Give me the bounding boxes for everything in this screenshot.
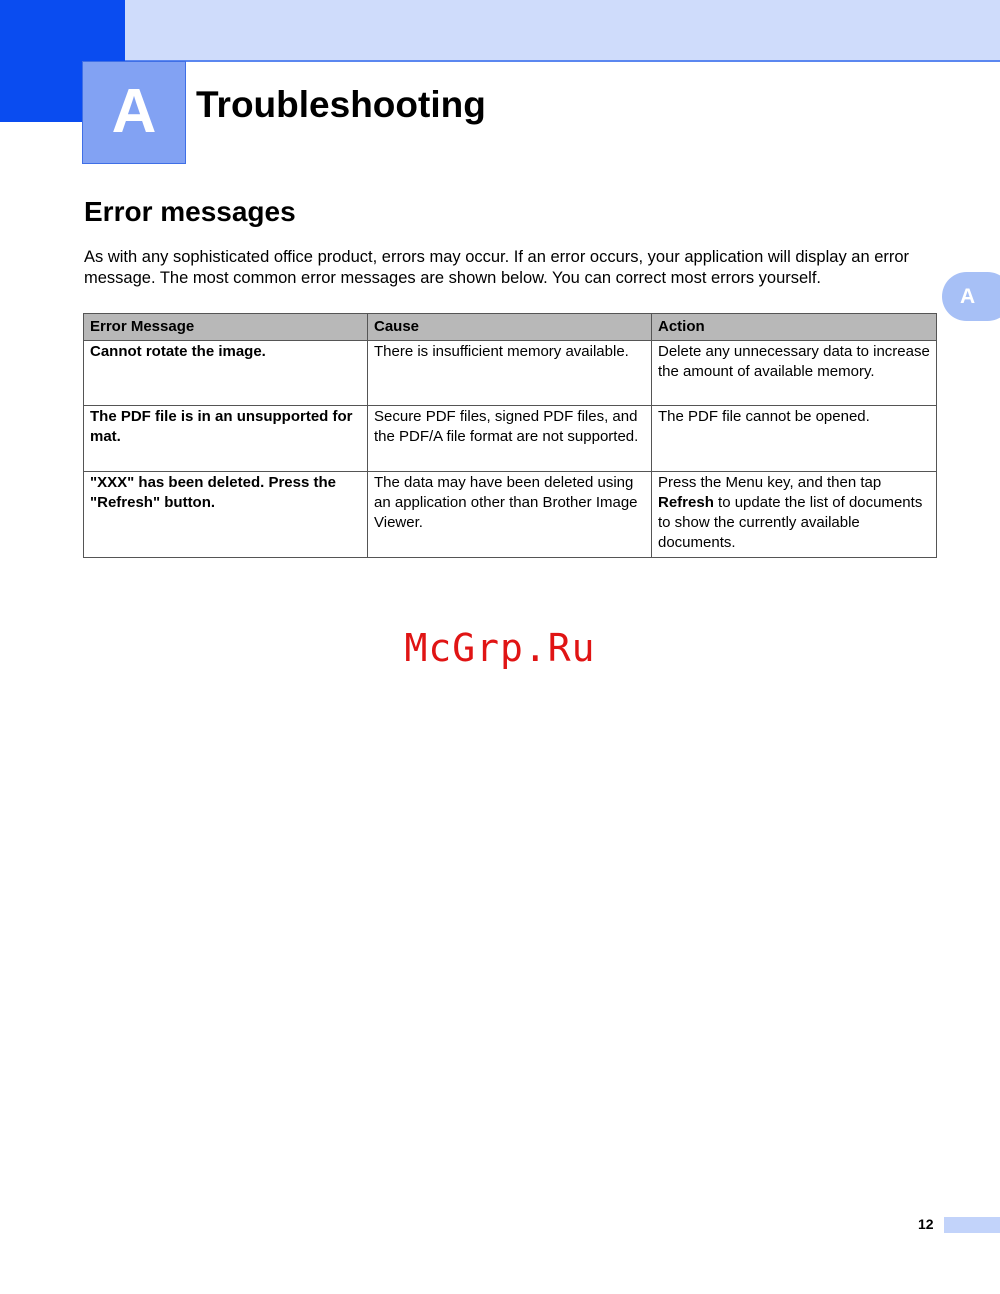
action-text: to update the list of documents to show the currently available documents. [658,494,923,551]
refresh-keyword: Refresh [658,494,714,511]
page-number: 12 [918,1216,934,1232]
cause-cell: The data may have been deleted using an application other than Brother Image Viewer. [368,472,652,558]
cause-cell: There is insufficient memory available. [368,341,652,406]
chapter-letter-box: A [82,61,186,164]
action-text: Press the Menu key, and then tap [658,474,882,491]
action-text: The PDF file cannot be opened. [658,408,870,425]
error-message-cell: "XXX" has been deleted. Press the "Refresh" button. [84,472,368,558]
footer-bar [944,1217,1000,1233]
chapter-title: Troubleshooting [196,84,486,125]
cause-cell: Secure PDF files, signed PDF files, and the PDF/A file format are not supported. [368,406,652,472]
action-text: Delete any unnecessary data to increase the amount of available memory. [658,343,930,380]
watermark-text: McGrp.Ru [404,626,596,670]
chapter-side-tab: A [942,272,1000,321]
action-cell [652,472,937,558]
section-title: Error messages [84,196,296,227]
intro-paragraph: As with any sophisticated office product, errors may occur. If an error occurs, your application will display an error message. The most common error messages are shown below. You can correct most errors yourself. [84,248,910,287]
table-row [84,341,937,406]
table-header-row [84,314,937,341]
table-row [84,406,937,472]
header-band [0,0,1000,60]
header-rule [125,60,1000,62]
action-cell [652,406,937,472]
table-row [84,472,937,558]
header-error-message: Error Message [84,314,368,341]
error-message-cell: Cannot rotate the image. [84,341,368,406]
error-message-cell: The PDF file is in an unsupported format. [84,406,368,472]
header-action: Action [652,314,937,341]
error-messages-table [83,313,937,558]
action-cell [652,341,937,406]
header-cause: Cause [368,314,652,341]
